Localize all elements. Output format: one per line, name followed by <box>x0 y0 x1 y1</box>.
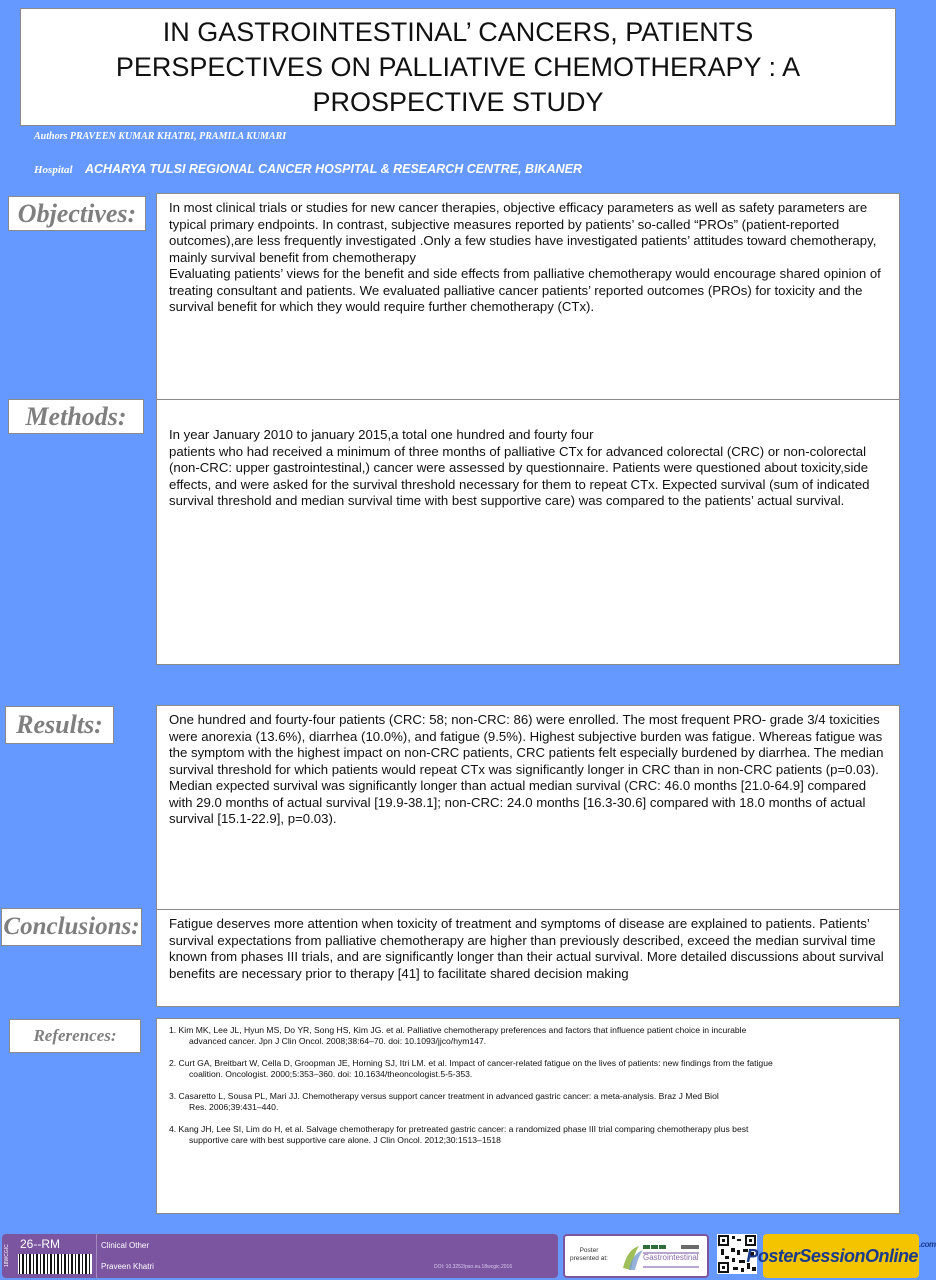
methods-paragraph: In year January 2010 to january 2015,a total one hundred and fourty four <box>169 427 594 442</box>
objectives-paragraph: Evaluating patients’ views for the benefit and side effects from palliative chemotherapy would encourage shared opinion of treating consultant and patients. We evaluated palliative cancer patients’ reported outcomes (PROs) for toxicity and the survival benefit for which they would require further chemotherapy (CTx). <box>169 266 881 314</box>
conclusions-paragraph: Fatigue deserves more attention when toxicity of treatment and symptoms of disease are explained to patients. Patients’ survival expectations from palliative chemotherapy are higher than previously described, exceed the median survival time known from phases III trials, and are significantly longer than their actual survival. More detailed discussions about survival benefits are necessary prior to therapy [41] to facilitate shared decision making <box>169 916 884 981</box>
references-body <box>156 1018 900 1214</box>
references-label: References: <box>9 1019 141 1053</box>
pso-logo-com: .com <box>918 1240 936 1249</box>
barcode-icon <box>18 1254 92 1274</box>
reference-item: 4. Kang JH, Lee SI, Lim do H, et al. Salvage chemotherapy for pretreated gastric cancer: a randomized phase III trial comparing chemotherapy plus best supportive care with best supportive care alone. J Clin Oncol. 2012;30:1513–1518 <box>169 1124 749 1145</box>
methods-body <box>156 399 900 665</box>
footer-info-bar <box>2 1234 558 1278</box>
congress-logo-text: Gastrointestinal <box>643 1253 699 1262</box>
objectives-label: Objectives: <box>8 196 146 231</box>
methods-paragraph: patients who had received a minimum of three months of palliative CTx for advanced colorectal (CRC) or non-colorectal (non-CRC: upper gastrointestinal,) cancer were assessed by questionnaire. Patients were questioned about toxicity,side effects, and were asked for the survival threshold necessary for them to repeat CTx. Expected survival (sum of indicated survival threshold and median survival time with best supportive care) was compared to the patients’ actual survival. <box>169 443 870 508</box>
poster-category: Clinical Other <box>101 1241 150 1250</box>
poster-title-box <box>20 8 896 126</box>
footer-divider <box>96 1234 97 1278</box>
results-body <box>156 705 900 910</box>
footer-vertical-tag: 18WCGIC <box>4 1244 10 1268</box>
objectives-paragraph: In most clinical trials or studies for new cancer therapies, objective efficacy parameters as well as safety parameters are typical primary endpoints. In contrast, subjective measures reported by patients’ so-called “PROs” (patient-reported outcomes),are less frequently investigated .Only a few studies have investigated patients’ attitudes toward chemotherapy, mainly survival benefit from chemotherapy <box>169 200 877 265</box>
pso-logo-text: PosterSessionOnline <box>746 1245 918 1266</box>
poster-code: 26--RM <box>20 1237 61 1251</box>
authors-line: Authors PRAVEEN KUMAR KHATRI, PRAMILA KUMARI <box>34 131 287 142</box>
reference-item: 1. Kim MK, Lee JL, Hyun MS, Do YR, Song HS, Kim JG. et al. Palliative chemotherapy preferences and factors that influence patient choice in incurable advanced cancer. Jpn J Clin Oncol. 2008;38:64–70. doi: 10.1093/jjco/hym147. <box>169 1025 747 1046</box>
poster-doi: DOI: 10.3252/pso.eu.18wcgic.2016 <box>434 1264 513 1270</box>
results-paragraph: One hundred and fourty-four patients (CRC: 58; non-CRC: 86) were enrolled. The most frequent PRO- grade 3/4 toxicities were anorexia (13.6%), diarrhea (10.0%), and fatigue (9.5%). Highest subjective burden was fatigue. Whereas fatigue was the symptom with the highest impact on non-CRC patients, CRC patients felt especially burdened by diarrhea. The median survival threshold for which patients would repeat CTx was significantly longer in CRC than in non-CRC patients (p=0.03). Median expected survival was significantly longer than actual median survival (CRC: 46.0 months [21.0-64.9] compared with 29.0 months of actual survival [19.9-38.1]; non-CRC: 24.0 months [16.3-30.6] compared with 18.0 months of actual survival [15.1-22.9], p=0.03). <box>169 712 884 826</box>
results-label: Results: <box>5 706 114 744</box>
hospital-name: ACHARYA TULSI REGIONAL CANCER HOSPITAL & RESEARCH CENTRE, BIKANER <box>84 162 582 176</box>
hospital-label: Hospital <box>34 164 73 176</box>
methods-label: Methods: <box>8 399 144 434</box>
reference-item: 2. Curt GA, Breitbart W, Cella D, Groopman JE, Horning SJ, Itri LM. et al. Impact of cancer-related fatigue on the lives of patients: new findings from the fatigue coalition. Oncologist. 2000;5:353–360. doi: 10.1634/theoncologist.5-5-353. <box>169 1058 773 1079</box>
conclusions-body <box>156 909 900 1007</box>
conclusions-label: Conclusions: <box>1 908 142 946</box>
reference-item: 3. Casaretto L, Sousa PL, Mari JJ. Chemotherapy versus support cancer treatment in advanced gastric cancer: a meta-analysis. Braz J Med Biol Res. 2006;39:431–440. <box>169 1091 719 1112</box>
poster-presented-at: Poster presented at: <box>570 1247 608 1262</box>
poster-session-online-logo[interactable] <box>746 1234 936 1278</box>
presenter-name: Praveen Khatri <box>101 1262 154 1271</box>
hospital-line <box>34 160 582 178</box>
congress-box <box>563 1234 709 1278</box>
objectives-body <box>156 193 900 401</box>
poster-title: IN GASTROINTESTINAL’ CANCERS, PATIENTS PERSPECTIVES ON PALLIATIVE CHEMOTHERAPY : A PROSPECTIVE STUDY <box>115 16 801 117</box>
